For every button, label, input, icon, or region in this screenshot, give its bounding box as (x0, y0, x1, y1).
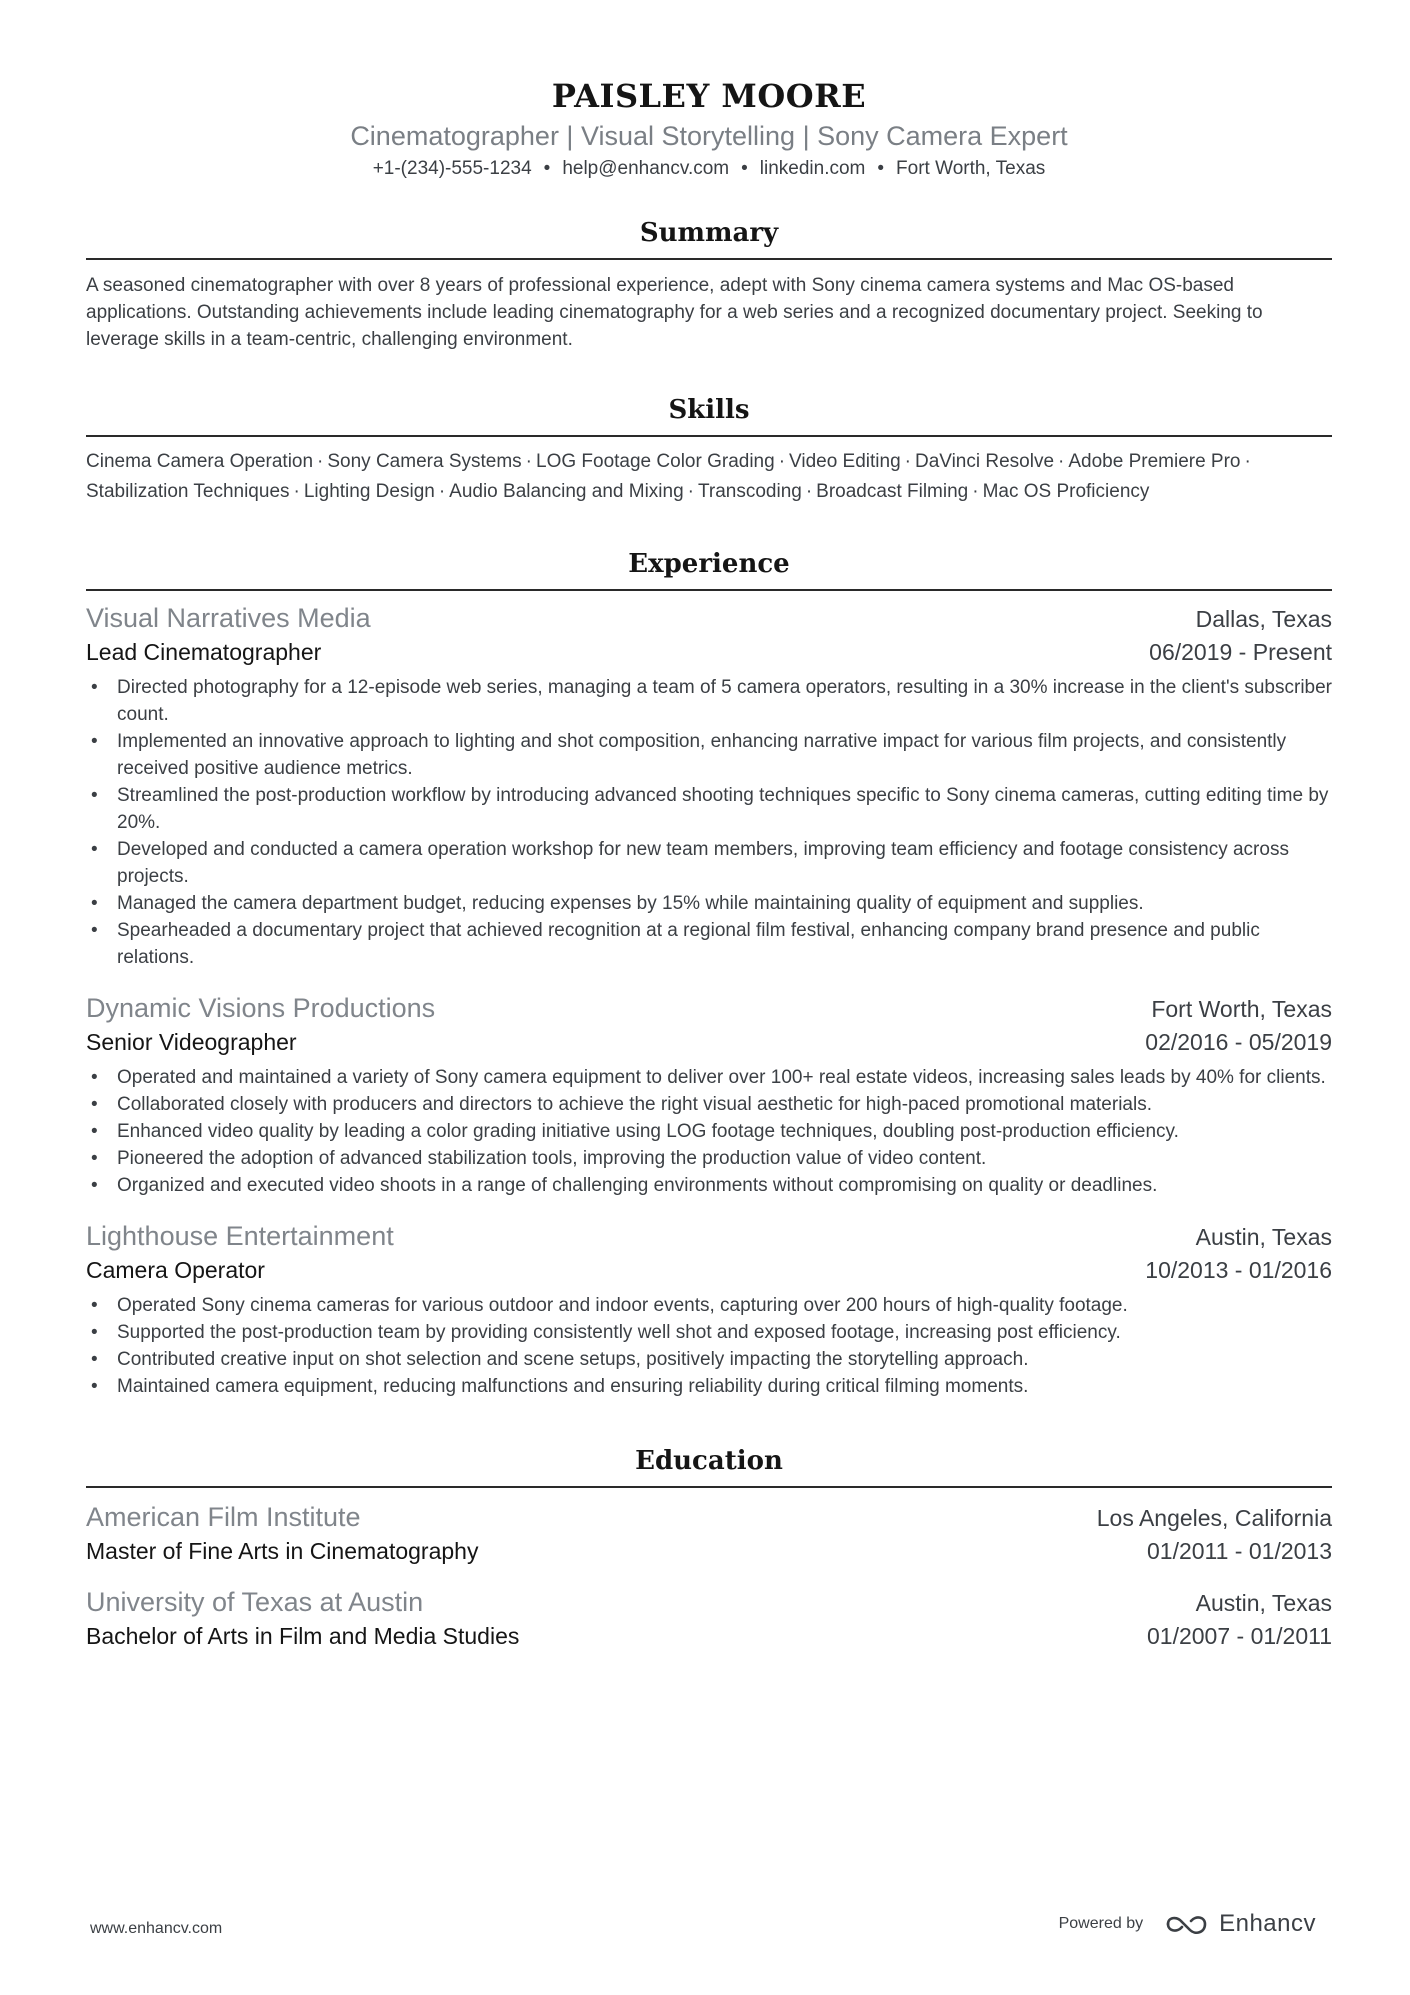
skill-separator: · (1058, 451, 1065, 472)
education-entry (86, 1500, 1332, 1567)
resume-header (86, 0, 1332, 182)
separator-dot: • (741, 158, 748, 179)
job-title: Camera Operator (86, 1257, 265, 1283)
entry-header-row (86, 601, 1332, 636)
entry-dates: 02/2016 - 05/2019 (1145, 1029, 1332, 1055)
experience-section (86, 547, 1332, 1400)
skill-separator: · (293, 481, 300, 502)
achievement-list (86, 1064, 1332, 1199)
entry-header-row (86, 1500, 1332, 1535)
achievement-item: • Supported the post-production team by providing consistently well shot and exposed footage, increasing post efficiency. (117, 1319, 1332, 1346)
achievement-list (86, 1292, 1332, 1400)
footer-branding (1059, 1910, 1316, 1938)
skill-separator: · (525, 451, 532, 472)
entry-role-row (86, 1254, 1332, 1286)
contact-linkedin[interactable]: linkedin.com (759, 158, 866, 179)
school-name: American Film Institute (86, 1502, 361, 1532)
skill-separator: · (805, 481, 813, 502)
footer-website-link[interactable]: www.enhancv.com (90, 1920, 223, 1937)
section-divider (86, 1486, 1332, 1488)
skill-separator: · (778, 451, 786, 472)
section-divider (86, 589, 1332, 591)
entry-location: Fort Worth, Texas (1151, 996, 1332, 1022)
achievement-item: • Implemented an innovative approach to lighting and shot composition, enhancing narrative impact for various film projects, and consistently received positive audience metrics. (117, 728, 1332, 782)
achievement-item: • Developed and conducted a camera operation workshop for new team members, improving team efficiency and footage consistency across projects. (117, 836, 1332, 890)
entry-dates: 01/2007 - 01/2011 (1146, 1623, 1332, 1649)
skill-separator: · (687, 481, 694, 502)
achievement-item: • Streamlined the post-production workflow by introducing advanced shooting techniques specific to Sony cinema cameras, cutting editing time by 20%. (117, 782, 1332, 836)
skill-item: Audio Balancing and Mixing (449, 481, 684, 502)
job-title: Senior Videographer (86, 1029, 297, 1055)
company-name: Visual Narratives Media (86, 603, 371, 633)
section-title-education: Education (635, 1446, 783, 1476)
entry-degree-row (86, 1535, 1332, 1567)
achievement-item: • Maintained camera equipment, reducing malfunctions and ensuring reliability during critical filming moments. (117, 1373, 1332, 1400)
degree-title: Master of Fine Arts in Cinematography (86, 1538, 479, 1564)
achievement-item: • Collaborated closely with producers and directors to achieve the right visual aesthetic for high-paced promotional materials. (117, 1091, 1332, 1118)
contact-location: Fort Worth, Texas (896, 158, 1046, 179)
separator-dot: • (543, 158, 551, 179)
section-divider (86, 435, 1332, 437)
skill-item: Cinema Camera Operation (86, 451, 314, 472)
experience-entry (86, 1219, 1332, 1400)
contact-line (86, 156, 1332, 182)
section-divider (86, 258, 1332, 260)
skill-item: Mac OS Proficiency (982, 481, 1150, 502)
entry-header-row (86, 1219, 1332, 1254)
achievement-item: • Managed the camera department budget, reducing expenses by 15% while maintaining quality of equipment and supplies. (117, 890, 1332, 917)
entry-location: Austin, Texas (1195, 1224, 1332, 1250)
skills-list (86, 447, 1332, 507)
skill-item: LOG Footage Color Grading (536, 451, 775, 472)
section-title-summary: Summary (639, 218, 779, 248)
skill-item: Broadcast Filming (816, 481, 969, 502)
experience-entry (86, 991, 1332, 1199)
brand-name: Enhancv (1219, 1910, 1316, 1937)
skill-separator: · (904, 451, 911, 472)
entry-location: Austin, Texas (1195, 1590, 1332, 1616)
skill-separator: · (317, 451, 324, 472)
entry-header-row (86, 1585, 1332, 1620)
candidate-headline: Cinematographer | Visual Storytelling | Sony Camera Expert (350, 121, 1068, 151)
achievement-item: • Operated Sony cinema cameras for various outdoor and indoor events, capturing over 200 hours of high-quality footage. (117, 1292, 1332, 1319)
achievement-item: • Operated and maintained a variety of Sony camera equipment to deliver over 100+ real estate videos, increasing sales leads by 40% for clients. (117, 1064, 1332, 1091)
achievement-item: • Contributed creative input on shot selection and scene setups, positively impacting the storytelling approach. (117, 1346, 1332, 1373)
skill-item: DaVinci Resolve (914, 451, 1055, 472)
skill-item: Video Editing (789, 451, 901, 472)
skill-item: Transcoding (697, 481, 802, 502)
achievement-item: • Enhanced video quality by leading a color grading initiative using LOG footage techniques, doubling post-production efficiency. (117, 1118, 1332, 1145)
achievement-item: • Pioneered the adoption of advanced stabilization tools, improving the production value of video content. (117, 1145, 1332, 1172)
degree-title: Bachelor of Arts in Film and Media Studies (86, 1623, 520, 1649)
skill-item: Lighting Design (303, 481, 435, 502)
separator-dot: • (877, 158, 885, 179)
powered-by-label: Powered by (1058, 1915, 1144, 1932)
company-name: Lighthouse Entertainment (86, 1221, 394, 1251)
contact-email[interactable]: help@enhancv.com (562, 158, 730, 179)
skill-separator: · (972, 481, 979, 502)
achievement-item: • Organized and executed video shoots in a range of challenging environments without compromising on quality or deadlines. (117, 1172, 1332, 1199)
resume-page (86, 0, 1332, 1652)
enhancv-logo-icon (1163, 1911, 1211, 1937)
skill-separator: · (1244, 451, 1251, 472)
entry-dates: 10/2013 - 01/2016 (1145, 1257, 1332, 1283)
contact-phone: +1-(234)-555-1234 (372, 158, 532, 179)
achievement-item: • Spearheaded a documentary project that achieved recognition at a regional film festival, enhancing company brand presence and public relations. (117, 917, 1332, 971)
skill-item: Stabilization Techniques (86, 481, 290, 502)
entry-header-row (86, 991, 1332, 1026)
skill-separator: · (438, 481, 446, 502)
enhancv-brand-link[interactable] (1163, 1910, 1316, 1938)
entry-location: Los Angeles, California (1096, 1505, 1332, 1531)
achievement-list (86, 674, 1332, 971)
company-name: Dynamic Visions Productions (86, 993, 436, 1023)
entry-location: Dallas, Texas (1195, 606, 1332, 632)
entry-role-row (86, 1026, 1332, 1058)
experience-entry (86, 601, 1332, 971)
skill-item: Sony Camera Systems (327, 451, 522, 472)
entry-dates: 01/2011 - 01/2013 (1146, 1538, 1332, 1564)
section-title-skills: Skills (668, 395, 750, 425)
skills-section (86, 393, 1332, 507)
skill-item: Adobe Premiere Pro (1068, 451, 1241, 472)
section-title-experience: Experience (628, 549, 790, 579)
job-title: Lead Cinematographer (86, 639, 322, 665)
education-section (86, 1444, 1332, 1652)
education-entry (86, 1585, 1332, 1652)
entry-role-row (86, 636, 1332, 668)
entry-dates: 06/2019 - Present (1149, 639, 1332, 665)
candidate-name: PAISLEY MOORE (551, 77, 867, 115)
entry-degree-row (86, 1620, 1332, 1652)
school-name: University of Texas at Austin (86, 1587, 424, 1617)
achievement-item: • Directed photography for a 12-episode web series, managing a team of 5 camera operators, resulting in a 30% increase in the client's subscriber count. (117, 674, 1332, 728)
summary-text: A seasoned cinematographer with over 8 years of professional experience, adept with Sony cinema camera systems and Mac OS-based applications. Outstanding achievements include leading cinematography for a web series and a recognized documentary project. Seeking to leverage skills in a team-centric, challenging environment. (86, 275, 1263, 350)
summary-section (86, 216, 1332, 353)
